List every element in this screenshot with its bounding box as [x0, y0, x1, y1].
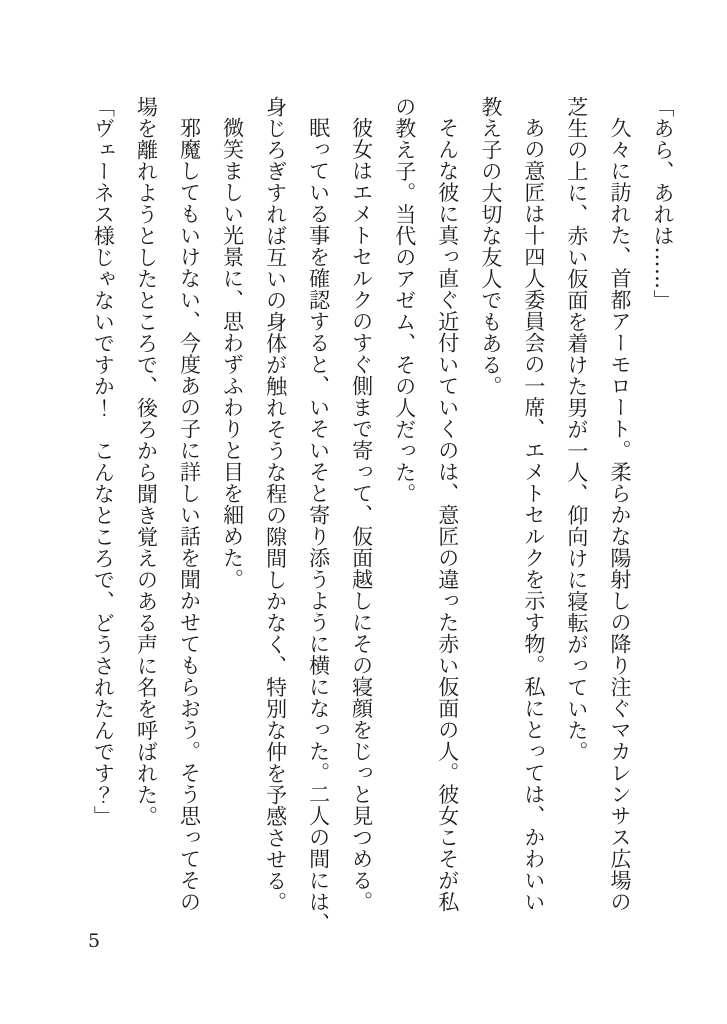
paragraph [469, 96, 555, 941]
text-line: 邪魔してもいけない、今度あの子に詳しい話を聞かせてもらおう。そう思ってその [177, 117, 202, 913]
text-line: の教え子。当代のアゼム、その人だった。 [392, 96, 417, 505]
text-line: そんな彼に真っ直ぐ近付いていくのは、意匠の違った赤い仮面の人。彼女こそが私 [435, 117, 460, 913]
text-line: 眠っている事を確認すると、いそいそと寄り添うように横になった。二人の間には、 [306, 117, 331, 934]
paragraph [210, 96, 253, 941]
text-line: 芝生の上に、赤い仮面を着けた男が一人、仰向けに寝転がっていた。 [564, 96, 589, 763]
paragraph [254, 96, 340, 941]
text-line: 身じろぎすれば互いの身体が触れそうな程の隙間しかなく、特別な仲を予感させる。 [263, 96, 288, 913]
text-line: 「ヴェーネス様じゃないですか！ こんなところで、どうされたんです？」 [91, 96, 116, 827]
text-line: 教え子の大切な友人でもある。 [478, 96, 503, 397]
text-line: 場を離れようとしたところで、後ろから聞き覚えのある声に名を呼ばれた。 [134, 96, 159, 827]
vertical-text-area [81, 96, 684, 941]
paragraph [124, 96, 210, 941]
text-line: 「あら、あれは……」 [651, 96, 675, 311]
paragraph [383, 96, 469, 941]
page-number: 5 [88, 930, 101, 952]
paragraph [641, 96, 684, 941]
paragraph [340, 96, 383, 941]
paragraph [81, 96, 124, 941]
text-line: 微笑ましい光景に、思わずふわりと目を細めた。 [220, 117, 245, 590]
paragraph [555, 96, 641, 941]
text-line: あの意匠は十四人委員会の一席、エメトセルクを示す物。私にとっては、かわいい [521, 117, 546, 913]
text-line: 久々に訪れた、首都アーモロート。柔らかな陽射しの降り注ぐマカレンサス広場の [607, 117, 632, 913]
text-line: 彼女はエメトセルクのすぐ側まで寄って、仮面越しにその寝顔をじっと見つめる。 [349, 117, 374, 913]
